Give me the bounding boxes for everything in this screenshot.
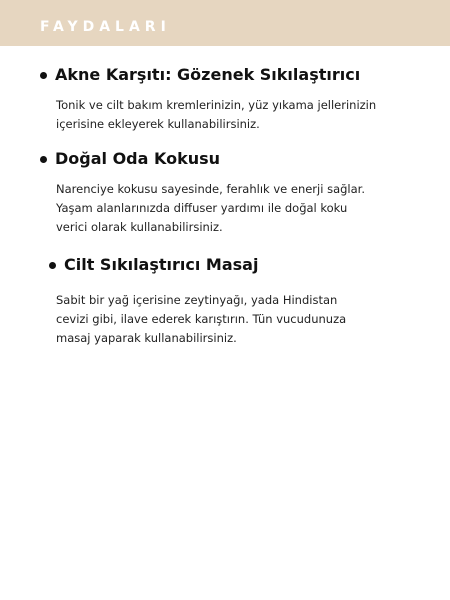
body-line: Narenciye kokusu sayesinde, ferahlık ve enerji sağlar. — [56, 182, 365, 196]
body-line: masaj yaparak kullanabilirsiniz. — [56, 331, 237, 345]
bullet-icon — [40, 156, 47, 163]
body-line: Sabit bir yağ içerisine zeytinyağı, yada Hindistan — [56, 293, 338, 307]
page-title: FAYDALARI — [40, 19, 171, 35]
bullet-icon — [49, 262, 56, 269]
section-body-masaj — [56, 291, 346, 348]
body-line: içerisine ekleyerek kullanabilirsiniz. — [56, 117, 260, 131]
body-line: Yaşam alanlarınızda diffuser yardımı ile doğal koku — [56, 201, 348, 215]
header-banner — [0, 0, 450, 46]
body-line: cevizi gibi, ilave ederek karıştırın. Tün vucudunuza — [56, 312, 347, 326]
section-title-masaj: Cilt Sıkılaştırıcı Masaj — [64, 255, 259, 274]
section-body-oda-kokusu — [56, 180, 365, 237]
section-title-akne: Akne Karşıtı: Gözenek Sıkılaştırıcı — [55, 65, 361, 84]
section-title-oda-kokusu: Doğal Oda Kokusu — [55, 149, 221, 168]
bullet-icon — [40, 72, 47, 79]
section-body-akne — [56, 96, 376, 134]
body-line: verici olarak kullanabilirsiniz. — [56, 220, 223, 234]
body-line: Tonik ve cilt bakım kremlerinizin, yüz yıkama jellerinizin — [56, 98, 377, 112]
